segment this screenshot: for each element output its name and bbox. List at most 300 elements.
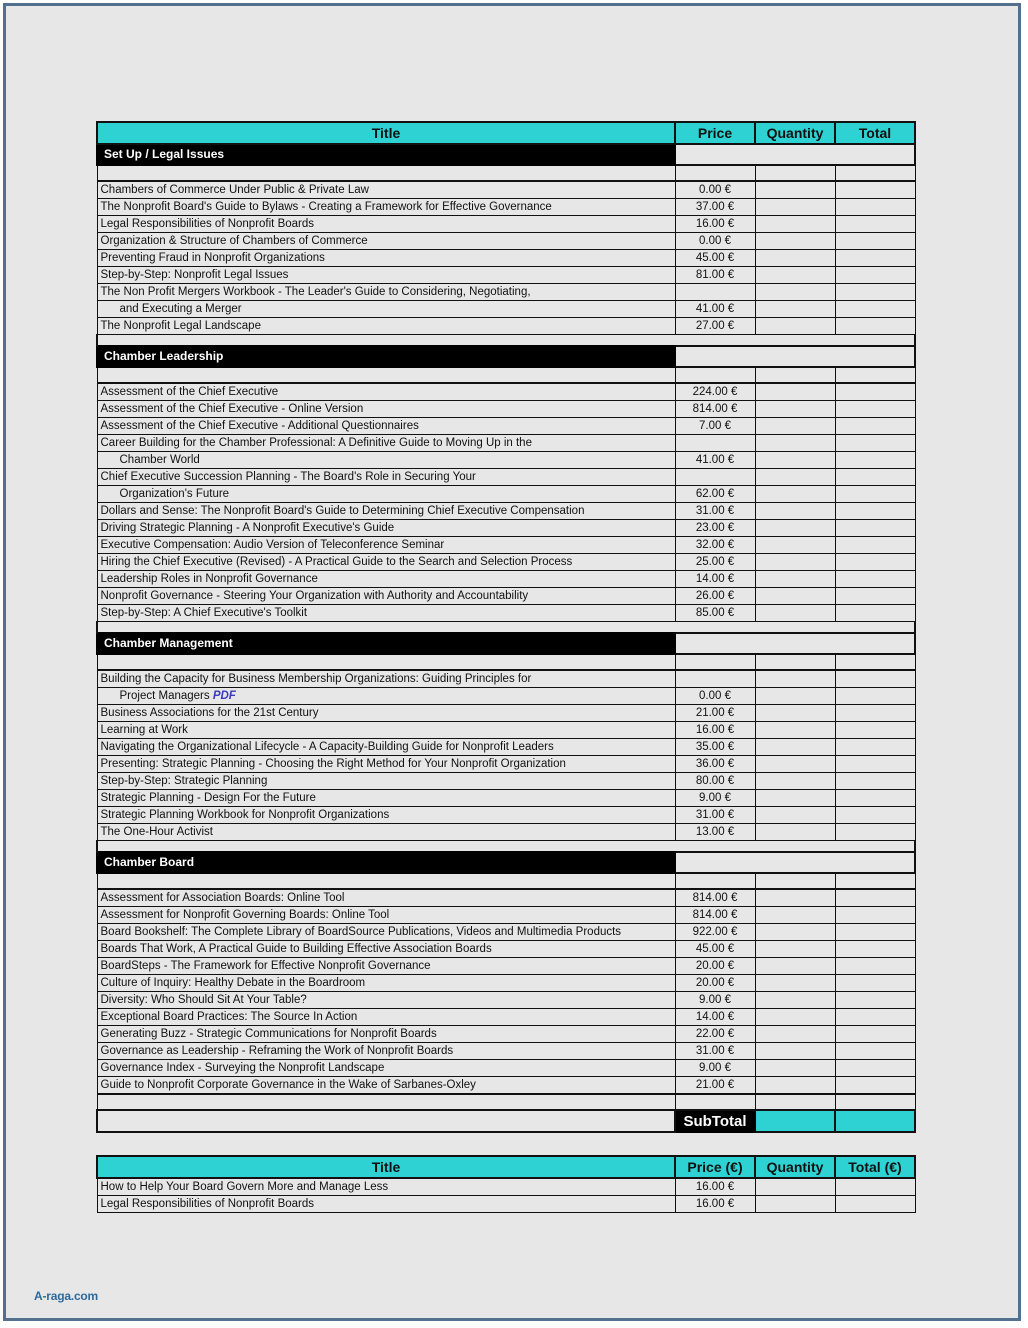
second-header-row [97,1156,915,1178]
section-blank-span [675,633,915,654]
table-row[interactable] [97,318,915,335]
row-total[interactable] [835,383,915,401]
main-header-row [97,122,915,144]
row-price[interactable]: 14.00 € [675,1009,755,1026]
section-spacer-row-price [675,654,755,670]
row-price[interactable]: 31.00 € [675,1043,755,1060]
row-price[interactable]: 9.00 € [675,1060,755,1077]
row-title: Culture of Inquiry: Healthy Debate in the Boardroom [97,975,675,992]
row-quantity[interactable] [755,554,835,571]
row-quantity[interactable] [755,571,835,588]
row-total[interactable] [835,1043,915,1060]
row-total[interactable] [835,889,915,907]
subtotal-blank [97,1110,675,1132]
row-price[interactable] [675,469,755,486]
row-price[interactable]: 814.00 € [675,889,755,907]
row-title-continued: Chamber World [97,452,675,469]
table-row[interactable] [97,469,915,486]
row-title: Hiring the Chief Executive (Revised) - A Practical Guide to the Search and Selection Process [97,554,675,571]
section-gap-row [97,335,915,347]
row-title: Assessment for Nonprofit Governing Boards: Online Tool [97,907,675,924]
row-price[interactable]: 36.00 € [675,756,755,773]
row-title: Learning at Work [97,722,675,739]
table-row-continuation[interactable] [97,452,915,469]
row-total[interactable] [835,1196,915,1213]
section-title: Chamber Leadership [97,346,675,367]
row-total[interactable] [835,554,915,571]
row-price[interactable]: 14.00 € [675,571,755,588]
row-quantity[interactable] [755,181,835,199]
table-row-continuation[interactable] [97,301,915,318]
subtotal-row [97,1110,915,1132]
table-row[interactable] [97,722,915,739]
row-title: Assessment of the Chief Executive [97,383,675,401]
table-row[interactable] [97,975,915,992]
table-row[interactable] [97,503,915,520]
row-total[interactable] [835,688,915,705]
row-title: BoardSteps - The Framework for Effective Nonprofit Governance [97,958,675,975]
row-price[interactable] [675,670,755,688]
row-quantity[interactable] [755,216,835,233]
row-price[interactable]: 224.00 € [675,383,755,401]
subtotal-total-value[interactable] [835,1110,915,1132]
row-total[interactable] [835,941,915,958]
table-row[interactable] [97,1043,915,1060]
table-row[interactable] [97,401,915,418]
row-total[interactable] [835,233,915,250]
row-quantity[interactable] [755,992,835,1009]
row-total[interactable] [835,739,915,756]
row-price[interactable]: 922.00 € [675,924,755,941]
row-quantity[interactable] [755,503,835,520]
row-total[interactable] [835,588,915,605]
section-header-row [97,144,915,165]
table-row[interactable] [97,992,915,1009]
row-price[interactable]: 9.00 € [675,790,755,807]
section-spacer-row-title [97,873,675,889]
row-price[interactable]: 21.00 € [675,1077,755,1095]
section-spacer-row [97,165,915,181]
section-gap-cell [97,622,915,634]
row-total[interactable] [835,1026,915,1043]
row-title: Boards That Work, A Practical Guide to Building Effective Association Boards [97,941,675,958]
row-title: Diversity: Who Should Sit At Your Table? [97,992,675,1009]
row-title: Business Associations for the 21st Century [97,705,675,722]
row-total[interactable] [835,199,915,216]
main-header-total: Total [835,122,915,144]
row-title: The One-Hour Activist [97,824,675,841]
row-title: Governance as Leadership - Reframing the Work of Nonprofit Boards [97,1043,675,1060]
row-quantity[interactable] [755,250,835,267]
row-title: How to Help Your Board Govern More and Manage Less [97,1178,675,1196]
row-quantity[interactable] [755,941,835,958]
section-spacer-row-price [675,165,755,181]
section-spacer-row-title [97,654,675,670]
row-quantity[interactable] [755,452,835,469]
pdf-tag[interactable]: PDF [212,689,236,702]
row-total[interactable] [835,824,915,841]
row-quantity[interactable] [755,469,835,486]
row-title: Building the Capacity for Business Membership Organizations: Guiding Principles for [97,670,675,688]
section-title: Set Up / Legal Issues [97,144,675,165]
section-title: Chamber Board [97,852,675,873]
section-spacer-row-total [835,873,915,889]
table-divider [96,1133,914,1155]
table-row[interactable] [97,1009,915,1026]
table-row[interactable] [97,1026,915,1043]
section-spacer-row-title [97,367,675,383]
table-row[interactable] [97,1196,915,1213]
row-quantity[interactable] [755,1009,835,1026]
section-gap-row [97,622,915,634]
table-row[interactable] [97,571,915,588]
row-quantity[interactable] [755,233,835,250]
row-total[interactable] [835,216,915,233]
table-row[interactable] [97,267,915,284]
row-price[interactable]: 41.00 € [675,452,755,469]
row-price[interactable]: 31.00 € [675,807,755,824]
row-price[interactable]: 27.00 € [675,318,755,335]
table-row[interactable] [97,790,915,807]
row-quantity[interactable] [755,1178,835,1196]
row-quantity[interactable] [755,773,835,790]
row-total[interactable] [835,790,915,807]
row-price[interactable]: 7.00 € [675,418,755,435]
row-title: Exceptional Board Practices: The Source In Action [97,1009,675,1026]
table-row[interactable] [97,537,915,554]
row-price[interactable]: 35.00 € [675,739,755,756]
row-price[interactable]: 20.00 € [675,975,755,992]
row-title: The Nonprofit Board's Guide to Bylaws - Creating a Framework for Effective Governance [97,199,675,216]
row-quantity[interactable] [755,520,835,537]
section-spacer-row-total [835,165,915,181]
table-row[interactable] [97,824,915,841]
row-title-continued: Organization's Future [97,486,675,503]
table-row[interactable] [97,907,915,924]
row-quantity[interactable] [755,267,835,284]
row-total[interactable] [835,773,915,790]
row-total[interactable] [835,756,915,773]
table-row[interactable] [97,1077,915,1095]
row-total[interactable] [835,975,915,992]
row-total[interactable] [835,571,915,588]
row-title: Assessment of the Chief Executive - Additional Questionnaires [97,418,675,435]
table-row[interactable] [97,554,915,571]
table-row[interactable] [97,284,915,301]
section-gap-cell [97,335,915,347]
table-row[interactable] [97,199,915,216]
row-total[interactable] [835,435,915,452]
row-quantity[interactable] [755,1026,835,1043]
row-title: Presenting: Strategic Planning - Choosing the Right Method for Your Nonprofit Organization [97,756,675,773]
row-price[interactable]: 20.00 € [675,958,755,975]
row-quantity[interactable] [755,1043,835,1060]
row-title: Career Building for the Chamber Professional: A Definitive Guide to Moving Up in the [97,435,675,452]
table-row[interactable] [97,520,915,537]
table-row[interactable] [97,773,915,790]
row-title: Step-by-Step: Strategic Planning [97,773,675,790]
row-price[interactable] [675,435,755,452]
row-title: Chambers of Commerce Under Public & Private Law [97,181,675,199]
row-price[interactable]: 814.00 € [675,401,755,418]
row-title: The Nonprofit Legal Landscape [97,318,675,335]
row-title: Governance Index - Surveying the Nonprofit Landscape [97,1060,675,1077]
row-total[interactable] [835,992,915,1009]
section-spacer-row-qty [755,165,835,181]
row-title: Board Bookshelf: The Complete Library of BoardSource Publications, Videos and Multimedia Products [97,924,675,941]
row-quantity[interactable] [755,318,835,335]
row-price[interactable]: 9.00 € [675,992,755,1009]
section-blank-span [675,144,915,165]
table-row[interactable] [97,807,915,824]
row-price[interactable]: 13.00 € [675,824,755,841]
table-row[interactable] [97,233,915,250]
row-price[interactable]: 62.00 € [675,486,755,503]
section-header-row [97,852,915,873]
row-price[interactable]: 25.00 € [675,554,755,571]
row-title: Organization & Structure of Chambers of Commerce [97,233,675,250]
table-row[interactable] [97,670,915,688]
row-price[interactable]: 85.00 € [675,605,755,622]
row-quantity[interactable] [755,889,835,907]
section-header-row [97,633,915,654]
row-quantity[interactable] [755,486,835,503]
section-spacer-row-qty [755,873,835,889]
row-price[interactable]: 21.00 € [675,705,755,722]
section-gap-cell [97,841,915,853]
second-header-quantity: Quantity [755,1156,835,1178]
table-row-continuation[interactable] [97,486,915,503]
table-row[interactable] [97,418,915,435]
row-title: Assessment of the Chief Executive - Online Version [97,401,675,418]
subtotal-quantity-value[interactable] [755,1110,835,1132]
table-row[interactable] [97,739,915,756]
row-quantity[interactable] [755,199,835,216]
main-header-price: Price [675,122,755,144]
row-price[interactable]: 41.00 € [675,301,755,318]
section-spacer-row [97,873,915,889]
row-price[interactable]: 16.00 € [675,722,755,739]
row-total[interactable] [835,401,915,418]
main-trailing-spacer [97,1094,915,1110]
row-price[interactable]: 31.00 € [675,503,755,520]
row-quantity[interactable] [755,418,835,435]
row-quantity[interactable] [755,588,835,605]
row-price[interactable]: 80.00 € [675,773,755,790]
row-title: The Non Profit Mergers Workbook - The Leader's Guide to Considering, Negotiating, [97,284,675,301]
row-title: Preventing Fraud in Nonprofit Organizations [97,250,675,267]
section-spacer-row-qty [755,654,835,670]
subtotal-label: SubTotal [675,1110,755,1132]
main-trailing-spacer-qty [755,1094,835,1110]
row-price[interactable] [675,284,755,301]
row-total[interactable] [835,267,915,284]
row-quantity[interactable] [755,958,835,975]
table-row-continuation[interactable] [97,688,915,705]
spreadsheet-sheet [96,121,914,1213]
section-spacer-row-qty [755,367,835,383]
row-total[interactable] [835,250,915,267]
table-row[interactable] [97,216,915,233]
row-price[interactable]: 81.00 € [675,267,755,284]
row-title: Assessment for Association Boards: Online Tool [97,889,675,907]
row-quantity[interactable] [755,924,835,941]
row-total[interactable] [835,605,915,622]
row-title: Driving Strategic Planning - A Nonprofit Executive's Guide [97,520,675,537]
table-row[interactable] [97,588,915,605]
row-total[interactable] [835,1060,915,1077]
main-price-table [96,121,916,1133]
row-total[interactable] [835,301,915,318]
table-row[interactable] [97,1060,915,1077]
row-title-continued: and Executing a Merger [97,301,675,318]
row-title: Step-by-Step: Nonprofit Legal Issues [97,267,675,284]
section-spacer-row-title [97,165,675,181]
row-quantity[interactable] [755,1060,835,1077]
row-quantity[interactable] [755,756,835,773]
row-title: Generating Buzz - Strategic Communications for Nonprofit Boards [97,1026,675,1043]
row-price[interactable]: 45.00 € [675,941,755,958]
row-total[interactable] [835,705,915,722]
main-header-quantity: Quantity [755,122,835,144]
row-price[interactable]: 37.00 € [675,199,755,216]
row-total[interactable] [835,924,915,941]
row-price[interactable]: 23.00 € [675,520,755,537]
row-title: Strategic Planning Workbook for Nonprofit Organizations [97,807,675,824]
row-price[interactable]: 0.00 € [675,181,755,199]
row-title: Chief Executive Succession Planning - The Board's Role in Securing Your [97,469,675,486]
row-total[interactable] [835,722,915,739]
row-title-continued: Project Managers PDF [97,688,675,705]
row-quantity[interactable] [755,790,835,807]
row-total[interactable] [835,503,915,520]
row-price[interactable]: 26.00 € [675,588,755,605]
row-total[interactable] [835,537,915,554]
row-quantity[interactable] [755,435,835,452]
row-quantity[interactable] [755,284,835,301]
row-title: Step-by-Step: A Chief Executive's Toolkit [97,605,675,622]
row-price[interactable]: 16.00 € [675,216,755,233]
main-header-title: Title [97,122,675,144]
row-total[interactable] [835,418,915,435]
row-quantity[interactable] [755,739,835,756]
row-quantity[interactable] [755,537,835,554]
row-price[interactable]: 22.00 € [675,1026,755,1043]
table-row[interactable] [97,435,915,452]
main-trailing-spacer-title [97,1094,675,1110]
row-quantity[interactable] [755,670,835,688]
row-total[interactable] [835,1077,915,1095]
row-title: Legal Responsibilities of Nonprofit Boards [97,216,675,233]
row-title: Navigating the Organizational Lifecycle - A Capacity-Building Guide for Nonprofit Leaders [97,739,675,756]
row-price[interactable]: 16.00 € [675,1196,755,1213]
row-total[interactable] [835,181,915,199]
table-row[interactable] [97,958,915,975]
section-header-row [97,346,915,367]
row-price[interactable]: 45.00 € [675,250,755,267]
row-quantity[interactable] [755,401,835,418]
row-total[interactable] [835,670,915,688]
row-title: Strategic Planning - Design For the Future [97,790,675,807]
row-quantity[interactable] [755,1196,835,1213]
table-row[interactable] [97,705,915,722]
section-spacer-row-total [835,367,915,383]
main-trailing-spacer-total [835,1094,915,1110]
table-row[interactable] [97,250,915,267]
table-row[interactable] [97,941,915,958]
row-title: Dollars and Sense: The Nonprofit Board's Guide to Determining Chief Executive Compensation [97,503,675,520]
row-quantity[interactable] [755,605,835,622]
row-total[interactable] [835,284,915,301]
row-price[interactable]: 0.00 € [675,688,755,705]
row-total[interactable] [835,486,915,503]
row-quantity[interactable] [755,975,835,992]
row-total[interactable] [835,520,915,537]
second-header-title: Title [97,1156,675,1178]
second-header-total: Total (€) [835,1156,915,1178]
row-title: Guide to Nonprofit Corporate Governance in the Wake of Sarbanes-Oxley [97,1077,675,1095]
table-row[interactable] [97,924,915,941]
row-title: Executive Compensation: Audio Version of Teleconference Seminar [97,537,675,554]
row-quantity[interactable] [755,824,835,841]
row-quantity[interactable] [755,1077,835,1095]
section-blank-span [675,852,915,873]
row-total[interactable] [835,1009,915,1026]
row-price[interactable]: 814.00 € [675,907,755,924]
row-total[interactable] [835,907,915,924]
site-watermark: A-raga.com [34,1289,99,1303]
row-total[interactable] [835,807,915,824]
page-frame [3,3,1021,1321]
row-quantity[interactable] [755,807,835,824]
row-price[interactable]: 32.00 € [675,537,755,554]
main-trailing-spacer-price [675,1094,755,1110]
row-quantity[interactable] [755,722,835,739]
row-title: Legal Responsibilities of Nonprofit Boards [97,1196,675,1213]
row-quantity[interactable] [755,383,835,401]
row-total[interactable] [835,452,915,469]
row-price[interactable]: 16.00 € [675,1178,755,1196]
row-quantity[interactable] [755,705,835,722]
row-total[interactable] [835,318,915,335]
row-total[interactable] [835,958,915,975]
row-price[interactable]: 0.00 € [675,233,755,250]
table-row[interactable] [97,605,915,622]
row-title: Leadership Roles in Nonprofit Governance [97,571,675,588]
row-quantity[interactable] [755,301,835,318]
row-total[interactable] [835,1178,915,1196]
section-spacer-row [97,367,915,383]
table-row[interactable] [97,383,915,401]
table-row[interactable] [97,181,915,199]
table-row[interactable] [97,889,915,907]
row-quantity[interactable] [755,907,835,924]
row-total[interactable] [835,469,915,486]
second-price-table [96,1155,916,1213]
section-title: Chamber Management [97,633,675,654]
section-spacer-row-price [675,873,755,889]
row-title: Nonprofit Governance - Steering Your Organization with Authority and Accountability [97,588,675,605]
section-gap-row [97,841,915,853]
section-spacer-row-total [835,654,915,670]
row-quantity[interactable] [755,688,835,705]
section-blank-span [675,346,915,367]
second-header-price: Price (€) [675,1156,755,1178]
table-row[interactable] [97,1178,915,1196]
table-row[interactable] [97,756,915,773]
section-spacer-row-price [675,367,755,383]
section-spacer-row [97,654,915,670]
